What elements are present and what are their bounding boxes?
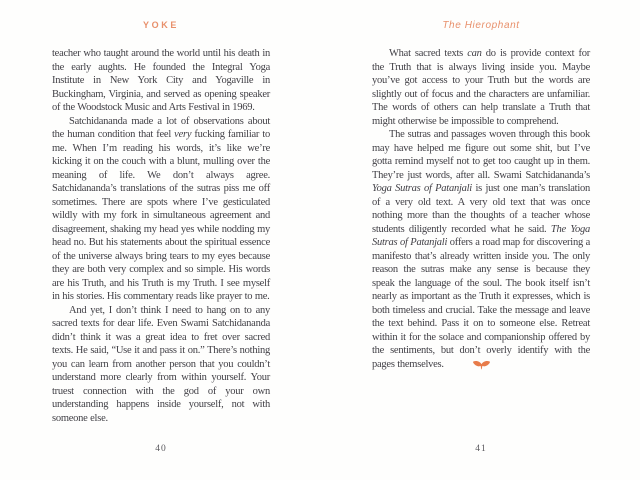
butterfly-icon [472,360,491,371]
left-page [52,0,270,480]
left-page-body-text [52,47,270,425]
running-head-book-title: YOKE [143,20,179,30]
italic-text: The Yoga Sutras of Patanjali [372,223,590,248]
right-page [372,0,590,480]
body-text-run: teacher who taught around the world until his death in the early aughts. He founded the Integral Yoga Institute in New York City and Yogaville in Buckingham, Virginia, and served as opening speaker of the Woodstock Music and Arts Festival in 1969. [52,48,270,113]
body-text-run: And yet, I don’t think I need to hang on to any sacred texts for dear life. Even Swami Satchidananda didn’t think it was a great idea to fret over sacred texts. He said, “Use it and pass it on.” There’s nothing you can learn from another person that you couldn’t understand more clearly from within yourself. Your truest connection with the god of your own understanding happens inside yourself, not with someone else. [52,304,270,424]
body-text-run: Satchidananda made a lot of observations about the human condition that feel [52,115,270,140]
paragraph [52,115,270,304]
body-text-run: What sacred texts [389,48,468,59]
paragraph [52,47,270,115]
italic-text: Yoga Sutras of Patanjali [372,183,472,194]
italic-text: very [174,129,192,140]
body-text-run: fucking familiar to me. When I’m reading his words, it’s like we’re kicking it on the couch with a blunt, mulling over the meaning of life. We don’t always agree. Satchidananda’s translations of the sutras piss me off sometimes. There are spots where I’ve gesticulated wildly with my fork in simultaneous agreement and disagreement, shaking my head yes while nodding my head no. But his statements about the spiritual essence of the universe always bring tears to my eyes because they are both very complex and so simple. His words are his Truth, and his Truth is my Truth. I see myself in his stories. His commentary reads like prayer to me. [52,129,270,302]
body-text-run: offers a road map for discovering a manifesto that’s already written inside you. The only reason the sutras make any sense is because they speak the language of the soul. The book itself isn’t nearly as important as the Truth it expresses, which is both timeless and crucial. Take the message and leave the text behind. Pass it on to someone else. Retreat within it for the solace and companionship offered by the sentiments, but don’t overly identify with the pages themselves. [372,237,590,370]
running-head-chapter-title: The Hierophant [442,20,520,31]
body-text-run: do is provide context for the Truth that is always living inside you. Maybe you’ve got access to your Truth but the words are slightly out of focus and the characters are unfamiliar. The words of others can help translate a Truth that might otherwise be impossible to comprehend. [372,48,590,127]
body-text-run: is just one man’s translation of a very old text. A very old text that was once nothing more than the thoughts of a teacher whose students diligently recorded what he said. [372,183,590,235]
page-number-left: 40 [155,444,167,454]
body-text-run: The sutras and passages woven through this book may have helped me figure out some shit, but I’ve gotta remind myself not to get too caught up in them. They’re just words, after all. Swami Satchidananda’s [372,129,590,181]
paragraph [52,304,270,426]
paragraph [372,47,590,128]
page-number-right: 41 [475,444,487,454]
italic-text: can [467,48,482,59]
paragraph [372,128,590,371]
section-ornament [372,360,590,371]
right-page-body-text [372,47,590,371]
